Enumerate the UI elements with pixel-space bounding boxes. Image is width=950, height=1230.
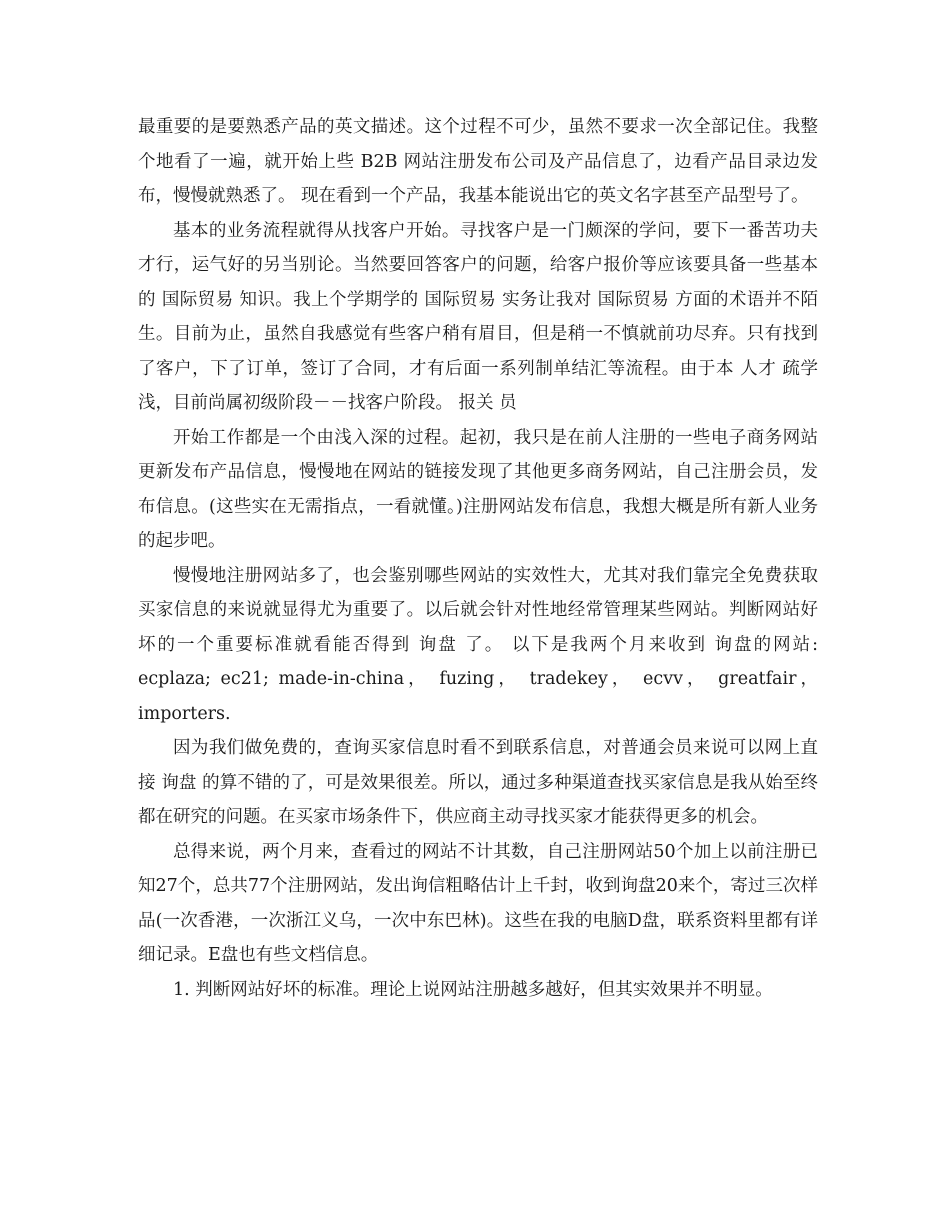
paragraph-6: 总得来说，两个月来，查看过的网站不计其数，自己注册网站50个加上以前注册已知27个，总共77个注册网站，发出询信粗略估计上千封，收到询盘20来个，寄过三次样品(一次香港，一次浙江义乌，一次中东巴林)。这些在我的电脑D盘，联系资料里都有详细记录。E盘也有些文档信息。 [138,841,818,965]
paragraph-5: 因为我们做免费的，查询买家信息时看不到联系信息，对普通会员来说可以网上直接 询盘 的算不错的了，可是效果很差。所以，通过多种渠道查找买家信息是我从始至终都在研究的问题。在买家市场条件下，供应商主动寻找买家才能获得更多的机会。 [138,738,818,827]
paragraph-1: 最重要的是要熟悉产品的英文描述。这个过程不可少，虽然不要求一次全部记住。我整个地看了一遍，就开始上些 B2B 网站注册发布公司及产品信息了，边看产品目录边发布，慢慢就熟悉了。 现在看到一个产品，我基本能说出它的英文名字甚至产品型号了。 [138,117,818,206]
paragraph-3: 开始工作都是一个由浅入深的过程。起初，我只是在前人注册的一些电子商务网站更新发布产品信息，慢慢地在网站的链接发现了其他更多商务网站，自己注册会员，发布信息。(这些实在无需指点，一看就懂。)注册网站发布信息，我想大概是所有新人业务的起步吧。 [138,427,818,551]
paragraph-4: 慢慢地注册网站多了，也会鉴别哪些网站的实效性大，尤其对我们靠完全免费获取买家信息的来说就显得尤为重要了。以后就会针对性地经常管理某些网站。判断网站好坏的一个重要标准就看能否得到 询盘 了。 以下是我两个月来收到 询盘的网站: ecplaza; ec21; made-in-china， fuzing， tradekey， ecvv， greatfair， importers. [138,565,818,724]
document-body [138,110,818,1007]
paragraph-2: 基本的业务流程就得从找客户开始。寻找客户是一门颇深的学问，要下一番苦功夫才行，运气好的另当别论。当然要回答客户的问题，给客户报价等应该要具备一些基本的 国际贸易 知识。我上个学期学的 国际贸易 实务让我对 国际贸易 方面的术语并不陌生。目前为止，虽然自我感觉有些客户稍有眉目，但是稍一不慎就前功尽弃。只有找到了客户，下了订单，签订了合同，才有后面一系列制单结汇等流程。由于本 人才 疏学浅，目前尚属初级阶段－－找客户阶段。 报关 员 [138,220,818,413]
list-item-1: 1. 判断网站好坏的标准。理论上说网站注册越多越好，但其实效果并不明显。 [173,979,773,1000]
